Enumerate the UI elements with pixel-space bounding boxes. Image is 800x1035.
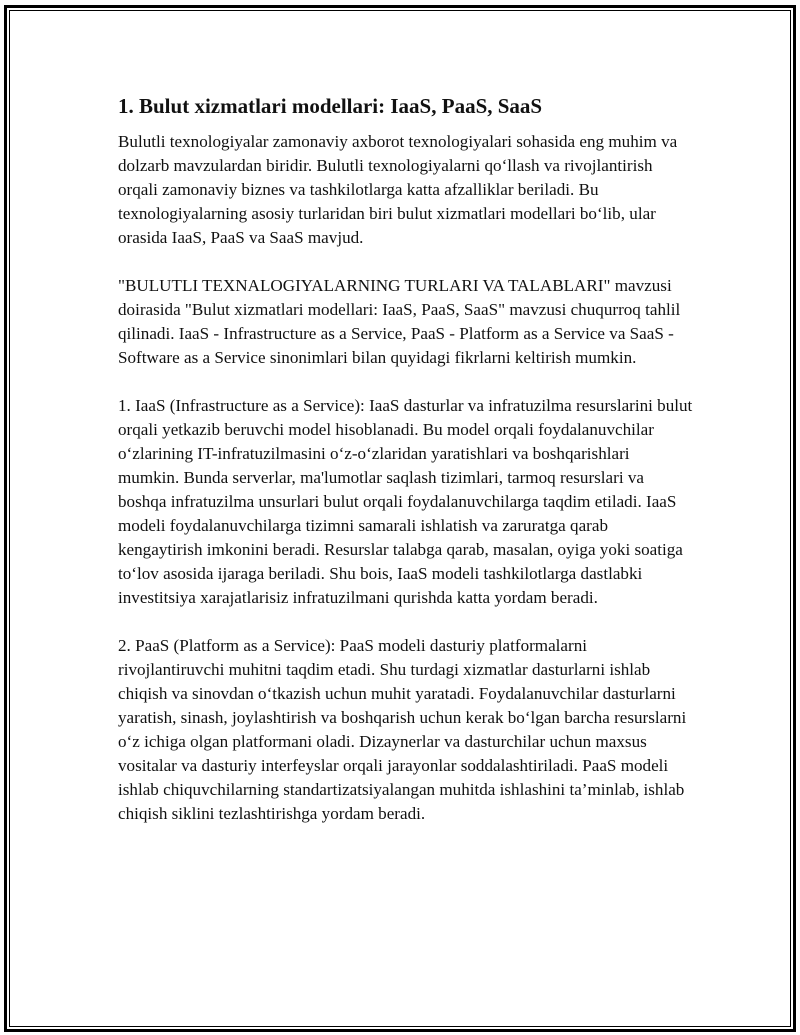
section-heading: 1. Bulut xizmatlari modellari: IaaS, PaaS, SaaS bbox=[118, 94, 543, 118]
paragraph-topic: "BULUTLI TEXNALOGIYALARNING TURLARI VA TALABLARI" mavzusi doirasida "Bulut xizmatlari modellari: IaaS, PaaS, SaaS" mavzusi chuqurroq tahlil qilinadi. IaaS - Infrastructure as a Service, PaaS - Platform as a Service va SaaS - Software as a Service sinonimlari bilan quyidagi fikrlarni keltirish mumkin. bbox=[118, 276, 681, 367]
paragraph-iaas: 1. IaaS (Infrastructure as a Service): IaaS dasturlar va infratuzilma resurslarini bulut orqali yetkazib beruvchi model hisoblanadi. Bu model orqali foydalanuvchilar o‘zlarining IT-infratuzilmasini o‘z-o‘zlaridan yaratishlari va boshqarishlari mumkin. Bunda serverlar, ma'lumotlar saqlash tizimlari, tarmoq resurslari va boshqa infratuzilma unsurlari bulut orqali foydalanuvchilarga taqdim etiladi. IaaS modeli foydalanuvchilarga tizimni samarali ishlatish va zaruratga qarab kengaytirish imkonini beradi. Resurslar talabga qarab, masalan, oyiga yoki soatiga to‘lov asosida ijaraga beriladi. Shu bois, IaaS modeli tashkilotlarga dastlabki investitsiya xarajatlarisiz infratuzilmani qurishda katta yordam beradi. bbox=[118, 396, 693, 607]
paragraph-paas: 2. PaaS (Platform as a Service): PaaS modeli dasturiy platformalarni rivojlantiruvchi muhitni taqdim etadi. Shu turdagi xizmatlar dasturlarni ishlab chiqish va sinovdan o‘tkazish uchun muhit yaratadi. Foydalanuvchilar dasturlarni yaratish, sinash, joylashtirish va boshqarish uchun kerak bo‘lgan barcha resurslarni o‘z ichiga olgan platformani oladi. Dizaynerlar va dasturchilar uchun maxsus vositalar va dasturiy interfeyslar orqali jarayonlar soddalashtiriladi. PaaS modeli ishlab chiquvchilarning standartizatsiyalangan muhitda ishlashini ta’minlab, ishlab chiqish siklini tezlashtirishga yordam beradi. bbox=[118, 636, 687, 823]
document-body bbox=[118, 92, 693, 850]
paragraph-intro: Bulutli texnologiyalar zamonaviy axborot texnologiyalari sohasida eng muhim va dolzarb mavzulardan biridir. Bulutli texnologiyalarni qo‘llash va rivojlantirish orqali zamonaviy biznes va tashkilotlarga katta afzalliklar beriladi. Bu texnologiyalarning asosiy turlaridan biri bulut xizmatlari modellari bo‘lib, ular orasida IaaS, PaaS va SaaS mavjud. bbox=[118, 132, 678, 247]
